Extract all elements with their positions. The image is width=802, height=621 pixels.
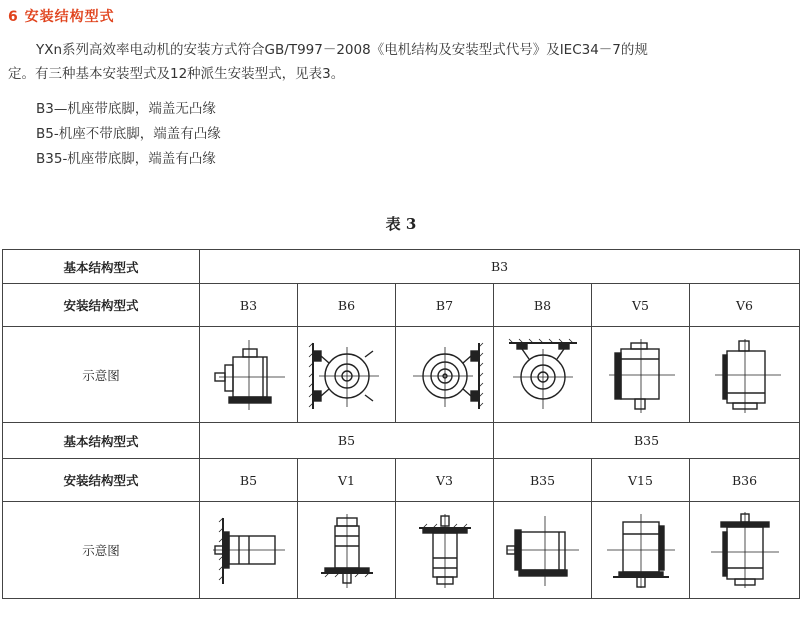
- diagram-b36-icon: [705, 510, 785, 590]
- mounting-type-cell: V1: [298, 459, 396, 502]
- diagram-v3-icon: [405, 510, 485, 590]
- basic-type-label: 基本结构型式: [3, 250, 200, 284]
- intro-paragraph: [8, 38, 788, 86]
- mounting-type-cell: B5: [200, 459, 298, 502]
- type-item-b3: B3—机座带底脚，端盖无凸缘: [36, 101, 216, 117]
- diagram-b5-icon: [209, 510, 289, 590]
- diagram-v5-icon: [601, 335, 681, 415]
- section-heading: 6 安装结构型式: [8, 9, 115, 25]
- table-row: [3, 250, 800, 284]
- diagram-cell: [396, 502, 494, 599]
- diagram-cell: [494, 327, 592, 423]
- diagram-cell: [592, 327, 690, 423]
- basic-type-value: B35: [494, 423, 800, 459]
- diagram-cell: [690, 327, 800, 423]
- mounting-type-cell: B3: [200, 284, 298, 327]
- table-row: [3, 423, 800, 459]
- basic-type-value: B5: [200, 423, 494, 459]
- mounting-type-label: 安装结构型式: [3, 459, 200, 502]
- diagram-b35-icon: [503, 510, 583, 590]
- mounting-type-cell: B36: [690, 459, 800, 502]
- diagram-cell: [592, 502, 690, 599]
- mounting-type-cell: B6: [298, 284, 396, 327]
- diagram-cell: [690, 502, 800, 599]
- diagram-b6-icon: [307, 335, 387, 415]
- basic-type-label: 基本结构型式: [3, 423, 200, 459]
- intro-line-2: 定。有三种基本安装型式及12种派生安装型式，见表3。: [8, 66, 345, 82]
- table-row: [3, 327, 800, 423]
- diagram-cell: [200, 502, 298, 599]
- mounting-type-cell: V15: [592, 459, 690, 502]
- type-item-b35: B35-机座带底脚，端盖有凸缘: [36, 151, 216, 167]
- intro-line-1: YXn系列高效率电动机的安装方式符合GB/T997－2008《电机结构及安装型式代号》及IEC34－7的规: [36, 42, 648, 58]
- mounting-type-label: 安装结构型式: [3, 284, 200, 327]
- diagram-v6-icon: [705, 335, 785, 415]
- diagram-cell: [298, 327, 396, 423]
- type-item-b5: B5-机座不带底脚，端盖有凸缘: [36, 126, 221, 142]
- mounting-table: [2, 249, 800, 599]
- mounting-type-cell: V3: [396, 459, 494, 502]
- diagram-cell: [494, 502, 592, 599]
- diagram-b3-icon: [209, 335, 289, 415]
- basic-type-value: B3: [200, 250, 800, 284]
- mounting-type-cell: V5: [592, 284, 690, 327]
- diagram-cell: [396, 327, 494, 423]
- table-caption: 表 3: [385, 215, 417, 233]
- diagram-cell: [298, 502, 396, 599]
- diagram-v15-icon: [601, 510, 681, 590]
- mounting-type-cell: B35: [494, 459, 592, 502]
- diagram-v1-icon: [307, 510, 387, 590]
- mounting-type-cell: V6: [690, 284, 800, 327]
- diagram-b7-icon: [405, 335, 485, 415]
- table-row: [3, 502, 800, 599]
- table-row: [3, 284, 800, 327]
- diagram-b8-icon: [503, 335, 583, 415]
- mounting-type-cell: B8: [494, 284, 592, 327]
- table-row: [3, 459, 800, 502]
- diagram-label: 示意图: [3, 327, 200, 423]
- diagram-label: 示意图: [3, 502, 200, 599]
- mounting-type-cell: B7: [396, 284, 494, 327]
- diagram-cell: [200, 327, 298, 423]
